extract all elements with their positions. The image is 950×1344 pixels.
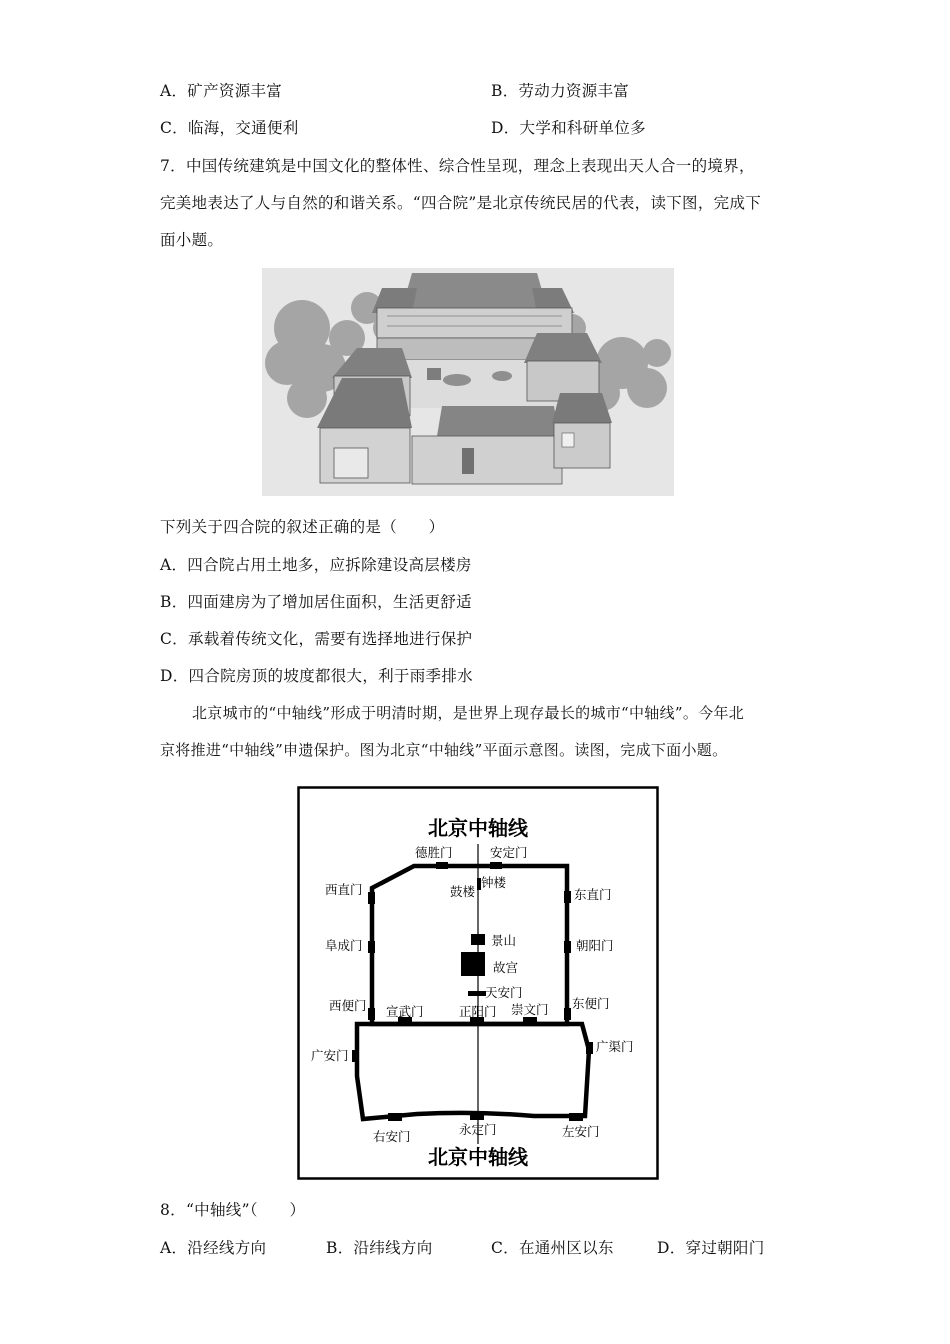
guanganmen-marker xyxy=(352,1050,359,1062)
gugong-marker xyxy=(461,952,485,976)
label-tiananmen: 天安门 xyxy=(485,985,523,1000)
passage-line1: 北京城市的“中轴线”形成于明清时期，是世界上现存最长的城市“中轴线”。今年北 xyxy=(192,704,745,722)
tiananmen-marker xyxy=(468,991,486,996)
guangqumen-marker xyxy=(586,1042,593,1054)
deshengmen-marker xyxy=(436,862,448,869)
q7-option-b: B．四面建房为了增加居住面积，生活更舒适 xyxy=(160,593,472,611)
label-andingmen: 安定门 xyxy=(490,845,528,860)
label-guangqumen: 广渠门 xyxy=(596,1039,634,1054)
label-deshengmen: 德胜门 xyxy=(415,845,453,860)
q8-option-b: B．沿纬线方向 xyxy=(326,1239,433,1257)
q7-intro-line2: 完美地表达了人与自然的和谐关系。“四合院”是北京传统民居的代表，读下图，完成下 xyxy=(160,194,762,212)
label-jingshan: 景山 xyxy=(491,933,517,948)
label-chongwenmen: 崇文门 xyxy=(511,1002,549,1017)
label-chaoyangmen: 朝阳门 xyxy=(576,938,614,953)
q7-option-d: D．四合院房顶的坡度都很大，利于雨季排水 xyxy=(160,667,473,685)
q7-intro-line3: 面小题。 xyxy=(160,231,224,249)
label-xibianmen: 西便门 xyxy=(329,998,367,1013)
zuoanmen-marker xyxy=(569,1113,583,1121)
label-dongbianmen: 东便门 xyxy=(572,996,610,1011)
q8-option-d: D．穿过朝阳门 xyxy=(657,1239,765,1257)
q8-option-c: C．在通州区以东 xyxy=(491,1239,614,1257)
dongzhimen-marker xyxy=(564,891,571,903)
label-zuoanmen: 左安门 xyxy=(562,1124,600,1139)
xibianmen-marker xyxy=(368,1008,375,1020)
q7-option-c: C．承载着传统文化，需要有选择地进行保护 xyxy=(160,630,473,648)
chaoyangmen-marker xyxy=(564,941,571,953)
q6-option-b: B．劳动力资源丰富 xyxy=(491,82,630,100)
q8-stem: 8．“中轴线”（ ） xyxy=(160,1201,306,1219)
q6-option-a: A．矿产资源丰富 xyxy=(160,82,283,100)
label-gulou: 鼓楼 xyxy=(450,884,476,899)
map-title-bottom: 北京中轴线 xyxy=(428,1145,528,1169)
label-dongzhimen: 东直门 xyxy=(574,887,612,902)
label-xuanwumen: 宣武门 xyxy=(386,1004,424,1019)
label-fuchengmen: 阜成门 xyxy=(325,938,363,953)
fuchengmen-marker xyxy=(368,941,375,953)
andingmen-marker xyxy=(490,862,502,869)
label-xizhimen: 西直门 xyxy=(325,882,363,897)
label-gugong: 故宫 xyxy=(493,960,519,975)
q7-question: 下列关于四合院的叙述正确的是（ ） xyxy=(160,518,445,536)
youanmen-marker xyxy=(388,1113,402,1121)
label-zhengyangmen: 正阳门 xyxy=(459,1004,497,1019)
q7-intro-line1: 7．中国传统建筑是中国文化的整体性、综合性呈现，理念上表现出天人合一的境界， xyxy=(160,157,755,175)
q6-option-d: D．大学和科研单位多 xyxy=(491,119,646,137)
q8-option-a: A．沿经线方向 xyxy=(160,1239,267,1257)
passage-line2: 京将推进“中轴线”申遗保护。图为北京“中轴线”平面示意图。读图，完成下面小题。 xyxy=(160,741,728,759)
map-title-top: 北京中轴线 xyxy=(428,816,528,840)
label-zhonglou: 钟楼 xyxy=(481,875,507,890)
q7-option-a: A．四合院占用土地多，应拆除建设高层楼房 xyxy=(160,556,472,574)
label-guanganmen: 广安门 xyxy=(311,1048,349,1063)
dongbianmen-marker xyxy=(564,1008,571,1020)
chongwenmen-marker xyxy=(523,1017,537,1025)
xizhimen-marker xyxy=(368,892,375,904)
jingshan-marker xyxy=(471,934,485,945)
central-axis-map xyxy=(297,786,659,1180)
label-youanmen: 右安门 xyxy=(373,1129,411,1144)
q6-option-c: C．临海，交通便利 xyxy=(160,119,299,137)
siheyuan-illustration xyxy=(262,268,674,496)
label-yongdingmen: 永定门 xyxy=(459,1122,497,1137)
yongdingmen-marker xyxy=(470,1112,484,1120)
